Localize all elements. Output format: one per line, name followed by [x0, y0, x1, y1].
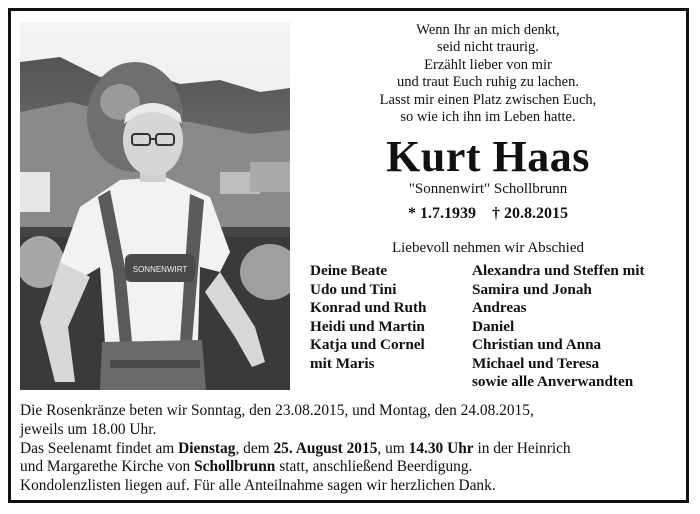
birth-date: * 1.7.1939 [408, 205, 476, 222]
mourners-left-column [310, 262, 427, 373]
mourner-entry: Katja und Cornel [310, 336, 425, 353]
mourner-entry: Deine Beate [310, 262, 388, 279]
service-date: 25. August 2015 [273, 439, 378, 457]
farewell-line: Liebevoll nehmen wir Abschied [391, 240, 585, 256]
notice-line: jeweils um 18.00 Uhr. [20, 420, 157, 438]
death-date: † 20.8.2015 [492, 205, 568, 222]
life-dates [300, 205, 676, 223]
mourner-entry: Samira und Jonah [472, 280, 592, 298]
notice-text: , dem [235, 439, 274, 457]
deceased-name: Kurt Haas [386, 132, 590, 181]
mourner-entry: mit Maris [310, 354, 375, 372]
poem-line: Erzählt lieber von mir [424, 56, 552, 73]
notice-text: und Margarethe Kirche von [20, 458, 195, 476]
poem-line: Lasst mir einen Platz zwischen Euch, [379, 91, 597, 108]
mourner-entry: Andreas [472, 299, 527, 316]
mourner-entry: sowie alle Anverwandten [472, 373, 634, 390]
mourner-entry: Daniel [472, 317, 515, 335]
service-place: Schollbrunn [194, 458, 276, 476]
service-time: 14.30 Uhr [408, 439, 474, 457]
mourner-entry: Heidi und Martin [310, 317, 425, 335]
poem [300, 22, 676, 126]
mourner-entry: Alexandra und Steffen mit [472, 262, 645, 279]
poem-line: und traut Euch ruhig zu lachen. [397, 74, 579, 91]
mourner-entry: Udo und Tini [310, 280, 397, 298]
notice-line: Die Rosenkränze beten wir Sonntag, den 23.08.2015, und Montag, den 24.08.2015, [20, 402, 534, 419]
notice-text: Das Seelenamt findet am [20, 439, 179, 457]
mourner-entry: Christian und Anna [472, 336, 602, 353]
poem-line: seid nicht traurig. [437, 39, 539, 56]
portrait-photo [20, 22, 290, 390]
mourner-entry: Konrad und Ruth [310, 299, 427, 316]
mourner-entry: Michael und Teresa [472, 354, 600, 372]
notice-text: , um [377, 439, 409, 457]
notice-line: Kondolenzlisten liegen auf. Für alle Anteilnahme sagen wir herzlichen Dank. [20, 477, 496, 495]
nickname-place: "Sonnenwirt" Schollbrunn [408, 181, 568, 197]
notice-line [20, 440, 680, 459]
service-notice [20, 402, 680, 496]
poem-line: Wenn Ihr an mich denkt, [416, 22, 560, 38]
service-day: Dienstag [178, 439, 236, 457]
notice-line [20, 458, 680, 477]
notice-text: statt, anschließend Beerdigung. [275, 458, 473, 476]
poem-line: so wie ich ihn im Leben hatte. [400, 109, 576, 126]
mourners-right-column [472, 262, 645, 392]
badge-text: SONNENWIRT [132, 265, 188, 274]
notice-text: in der Heinrich [473, 439, 571, 457]
